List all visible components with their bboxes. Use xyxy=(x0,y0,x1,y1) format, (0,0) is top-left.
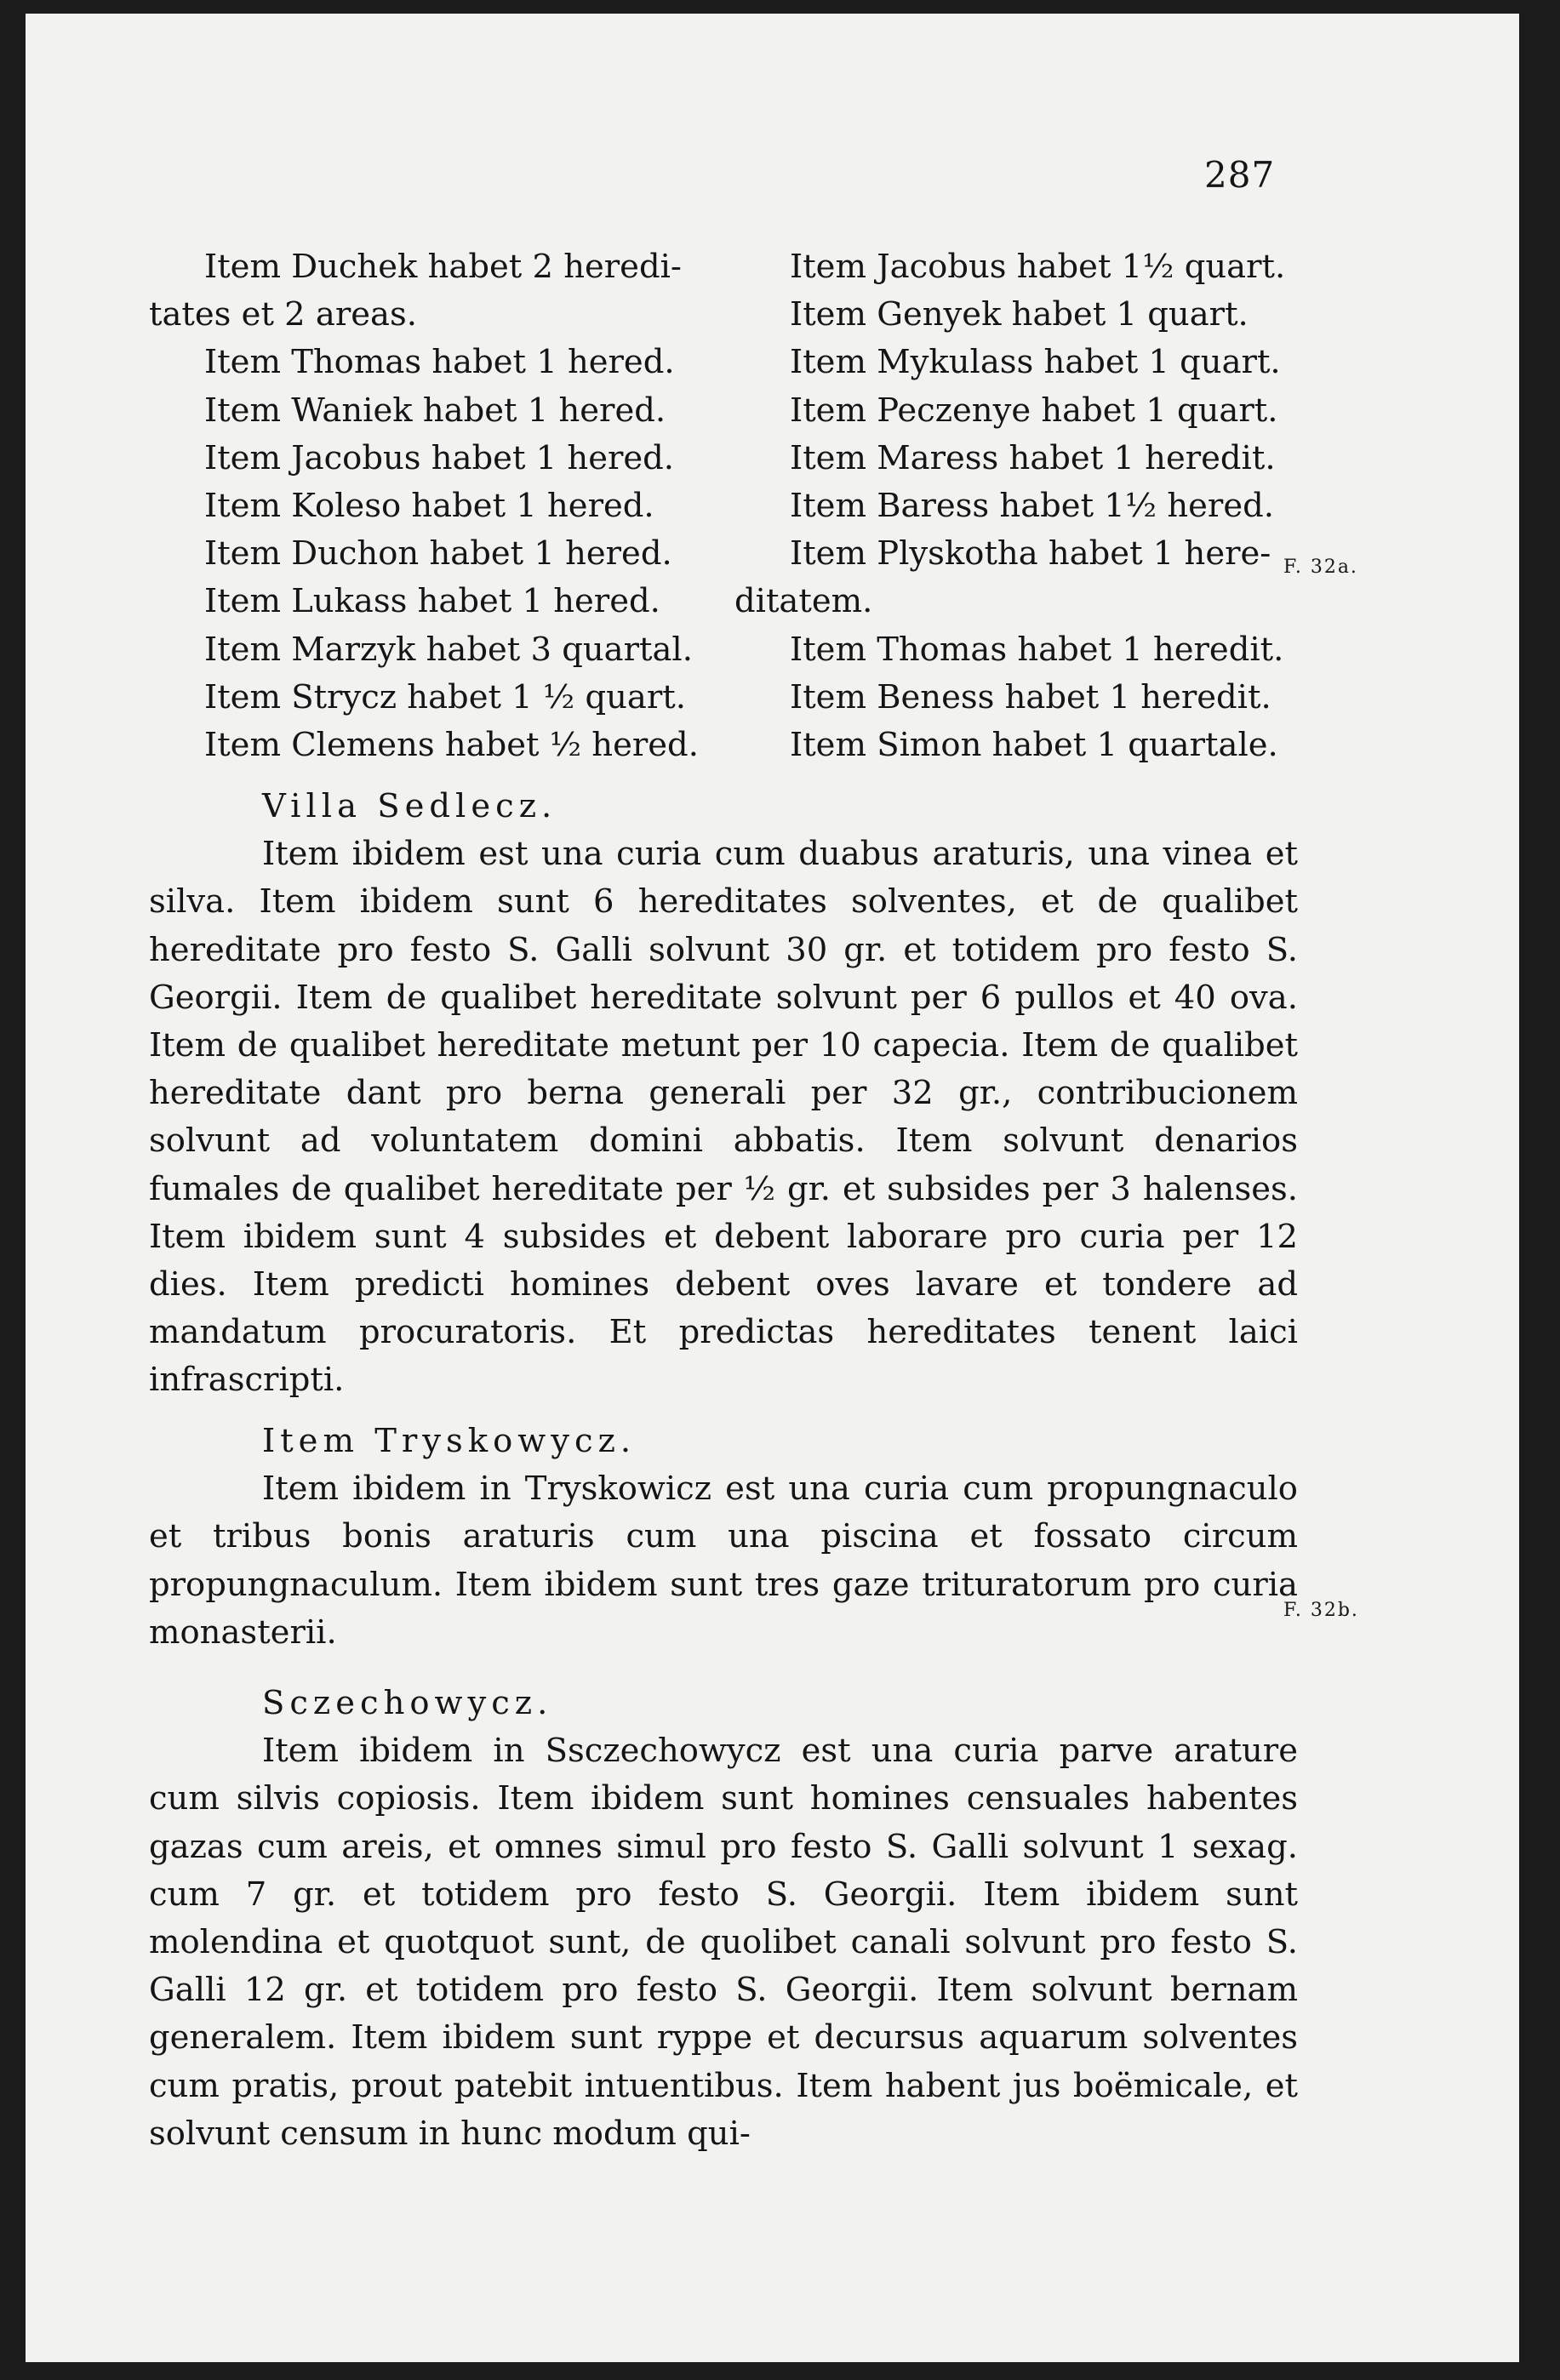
list-item: Item Thomas habet 1 hered. xyxy=(204,343,675,382)
section-heading: Sczechowycz. xyxy=(262,1684,553,1722)
page-number: 287 xyxy=(1204,154,1276,196)
section-paragraph: Item ibidem in Tryskowicz est una curia cum propungnaculo et tribus bonis araturis cum una piscina et fossato circum propungnaculum. Item ibidem sunt tres gaze trituratorum pro curia monasterii. xyxy=(149,1470,1298,1652)
list-item: Item Simon habet 1 quartale. xyxy=(790,726,1278,765)
list-item: Item Koleso habet 1 hered. xyxy=(204,487,654,526)
list-item: Item Jacobus habet 1 hered. xyxy=(204,438,675,477)
book-page xyxy=(26,14,1519,2362)
section-heading: Item Tryskowycz. xyxy=(262,1422,637,1460)
list-item: ditatem. xyxy=(734,582,873,621)
list-item: Item Jacobus habet 1½ quart. xyxy=(790,248,1286,286)
list-item: Item Mykulass habet 1 quart. xyxy=(790,343,1281,382)
section-sczechowycz xyxy=(149,1680,1298,2158)
list-item: Item Thomas habet 1 heredit. xyxy=(790,630,1284,669)
list-item: Item Marzyk habet 3 quartal. xyxy=(204,630,693,669)
list-item: Item Clemens habet ½ hered. xyxy=(204,726,699,765)
list-item: Item Maress habet 1 heredit. xyxy=(790,438,1276,477)
list-item: Item Plyskotha habet 1 here- xyxy=(790,534,1271,574)
right-column xyxy=(734,243,1305,769)
section-paragraph: Item ibidem in Ssczechowycz est una curia parve arature cum silvis copiosis. Item ibidem sunt homines censuales habentes gazas cum areis, et omnes simul pro festo S. Galli solvunt 1 sexag. cum 7 gr. et totidem pro festo S. Georgii. Item ibidem sunt molendina et quotquot sunt, de quolibet canali solvunt pro festo S. Galli 12 gr. et totidem pro festo S. Georgii. Item solvunt bernam generalem. Item ibidem sunt ryppe et decursus aquarum solventes cum pratis, prout patebit intuentibus. Item habent jus boëmicale, et solvunt censum in hunc modum qui- xyxy=(149,1732,1298,2153)
list-item: Item Baress habet 1½ hered. xyxy=(790,487,1274,526)
margin-note-folio-32b: F. 32b. xyxy=(1283,1600,1359,1621)
left-column xyxy=(149,243,719,769)
list-item: Item Strycz habet 1 ½ quart. xyxy=(204,677,686,716)
list-item: tates et 2 areas. xyxy=(149,295,417,334)
section-villa-sedlecz xyxy=(149,783,1298,1405)
margin-note-folio-32a: F. 32a. xyxy=(1283,556,1358,578)
list-item: Item Beness habet 1 heredit. xyxy=(790,677,1271,716)
list-item: Item Lukass habet 1 hered. xyxy=(204,582,660,621)
list-item: Item Genyek habet 1 quart. xyxy=(790,295,1249,334)
list-item: Item Duchek habet 2 heredi- xyxy=(204,248,682,286)
section-tryskowycz xyxy=(149,1418,1298,1657)
section-paragraph: Item ibidem est una curia cum duabus araturis, una vinea et silva. Item ibidem sunt 6 hereditates solventes, et de qualibet hereditate pro festo S. Galli solvunt 30 gr. et totidem pro festo S. Georgii. Item de qualibet hereditate solvunt per 6 pullos et 40 ova. Item de qualibet hereditate metunt per 10 capecia. Item de qualibet hereditate dant pro berna generali per 32 gr., contribucionem solvunt ad voluntatem domini abbatis. Item solvunt denarios fumales de qualibet hereditate per ½ gr. et subsides per 3 halenses. Item ibidem sunt 4 subsides et debent laborare pro curia per 12 dies. Item predicti homines debent oves lavare et tondere ad mandatum procuratoris. Et predictas hereditates tenent laici infrascripti. xyxy=(149,835,1298,1400)
list-item: Item Waniek habet 1 hered. xyxy=(204,391,666,430)
section-heading: Villa Sedlecz. xyxy=(262,787,557,825)
list-item: Item Peczenye habet 1 quart. xyxy=(790,391,1278,430)
list-item: Item Duchon habet 1 hered. xyxy=(204,534,672,574)
